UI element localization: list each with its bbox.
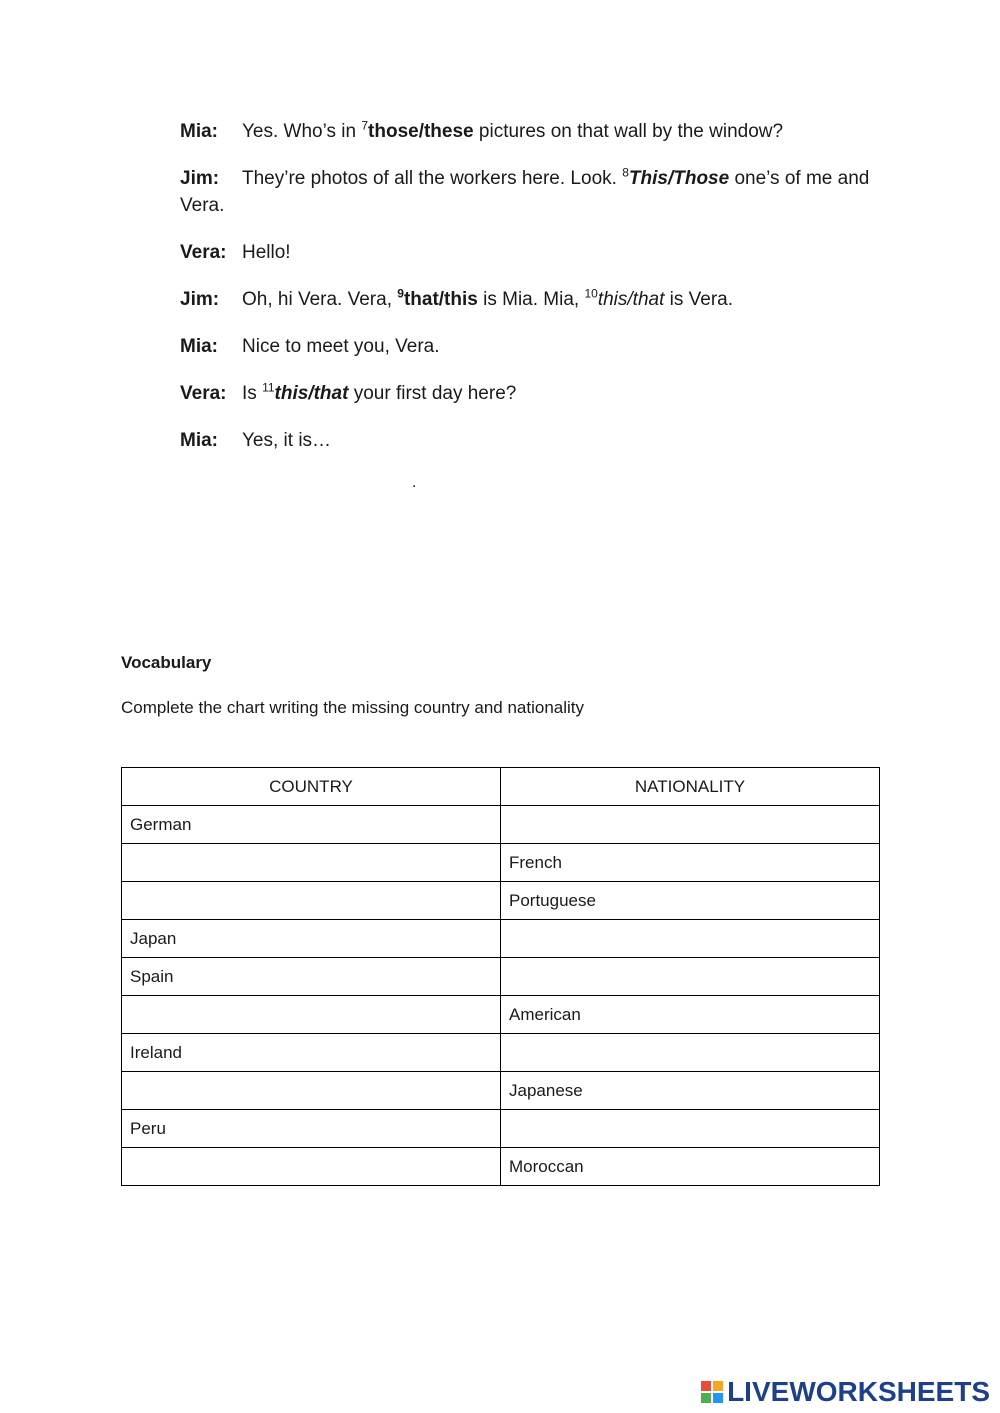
word-choice[interactable]: This/Those xyxy=(628,168,730,189)
table-row xyxy=(122,1110,880,1148)
country-cell[interactable] xyxy=(122,996,501,1034)
dialogue-line-3 xyxy=(180,239,880,266)
table-row xyxy=(122,958,880,996)
country-cell[interactable] xyxy=(122,1148,501,1186)
word-choice[interactable]: that/this xyxy=(403,289,478,310)
dialogue-line-6 xyxy=(180,380,880,407)
nationality-cell[interactable]: Portuguese xyxy=(501,882,880,920)
dialogue-line-5 xyxy=(180,333,880,360)
nationality-cell[interactable]: French xyxy=(501,844,880,882)
line-text: Oh, hi Vera. Vera, xyxy=(242,289,398,310)
table-row xyxy=(122,1034,880,1072)
country-cell[interactable]: German xyxy=(122,806,501,844)
country-cell[interactable] xyxy=(122,1072,501,1110)
nationality-cell[interactable] xyxy=(501,806,880,844)
country-cell[interactable]: Japan xyxy=(122,920,501,958)
speaker-label: Mia: xyxy=(180,121,218,142)
line-text: Yes, it is… xyxy=(242,430,332,451)
logo-block xyxy=(713,1393,723,1403)
table-row xyxy=(122,1072,880,1110)
speaker-label: Jim: xyxy=(180,168,220,189)
speaker-label: Mia: xyxy=(180,336,218,357)
logo-block xyxy=(701,1393,711,1403)
table-row xyxy=(122,920,880,958)
instruction-text: Complete the chart writing the missing country and nationality xyxy=(121,698,585,717)
nationality-cell[interactable]: American xyxy=(501,996,880,1034)
speaker-label: Vera: xyxy=(180,383,227,404)
gap-number: 11 xyxy=(262,380,275,395)
table-row xyxy=(122,806,880,844)
gap-number: 9 xyxy=(397,286,404,301)
line-text: Is xyxy=(242,383,263,404)
country-cell[interactable]: Spain xyxy=(122,958,501,996)
nationality-cell[interactable] xyxy=(501,958,880,996)
nationality-cell[interactable]: Moroccan xyxy=(501,1148,880,1186)
header-nationality: NATIONALITY xyxy=(501,768,880,806)
country-cell[interactable] xyxy=(122,844,501,882)
table-header-row xyxy=(122,768,880,806)
line-text: Hello! xyxy=(242,242,291,263)
section-title: Vocabulary xyxy=(121,653,212,672)
speaker-label: Mia: xyxy=(180,430,218,451)
line-text: your first day here? xyxy=(348,383,517,404)
speaker-label: Vera: xyxy=(180,242,227,263)
country-cell[interactable]: Ireland xyxy=(122,1034,501,1072)
word-choice[interactable]: this/that xyxy=(597,289,665,310)
liveworksheets-logo[interactable] xyxy=(701,1376,990,1408)
line-text: is Vera. xyxy=(664,289,734,310)
gap-number: 8 xyxy=(622,165,629,180)
table-row xyxy=(122,882,880,920)
dialogue-line-4 xyxy=(180,286,880,313)
nationality-cell[interactable] xyxy=(501,920,880,958)
speaker-label: Jim: xyxy=(180,289,220,310)
country-cell[interactable] xyxy=(122,882,501,920)
line-text: They’re photos of all the workers here. Look. xyxy=(242,168,623,189)
line-text: Nice to meet you, Vera. xyxy=(242,336,440,357)
logo-block xyxy=(701,1381,711,1391)
dialogue-line-2 xyxy=(180,165,880,219)
stray-mark: . xyxy=(412,474,417,491)
nationality-cell[interactable] xyxy=(501,1034,880,1072)
logo-block xyxy=(713,1381,723,1391)
header-country: COUNTRY xyxy=(122,768,501,806)
dialogue-line-1 xyxy=(180,118,880,145)
country-nationality-table xyxy=(121,767,880,1186)
logo-blocks-icon xyxy=(701,1381,723,1403)
nationality-cell[interactable] xyxy=(501,1110,880,1148)
logo-text: LIVEWORKSHEETS xyxy=(727,1376,990,1407)
word-choice[interactable]: this/that xyxy=(274,383,349,404)
line-text: pictures on that wall by the window? xyxy=(473,121,784,142)
line-text: Yes. Who’s in xyxy=(242,121,362,142)
table-row xyxy=(122,996,880,1034)
table-row xyxy=(122,844,880,882)
gap-number: 7 xyxy=(361,118,369,133)
line-text: is Mia. Mia, xyxy=(477,289,585,310)
line-text: one’s of me and Vera. xyxy=(180,168,870,216)
dialogue xyxy=(180,118,880,474)
nationality-cell[interactable]: Japanese xyxy=(501,1072,880,1110)
word-choice[interactable]: those/these xyxy=(368,121,474,142)
table-row xyxy=(122,1148,880,1186)
country-cell[interactable]: Peru xyxy=(122,1110,501,1148)
dialogue-line-7 xyxy=(180,427,880,454)
gap-number: 10 xyxy=(584,286,598,301)
